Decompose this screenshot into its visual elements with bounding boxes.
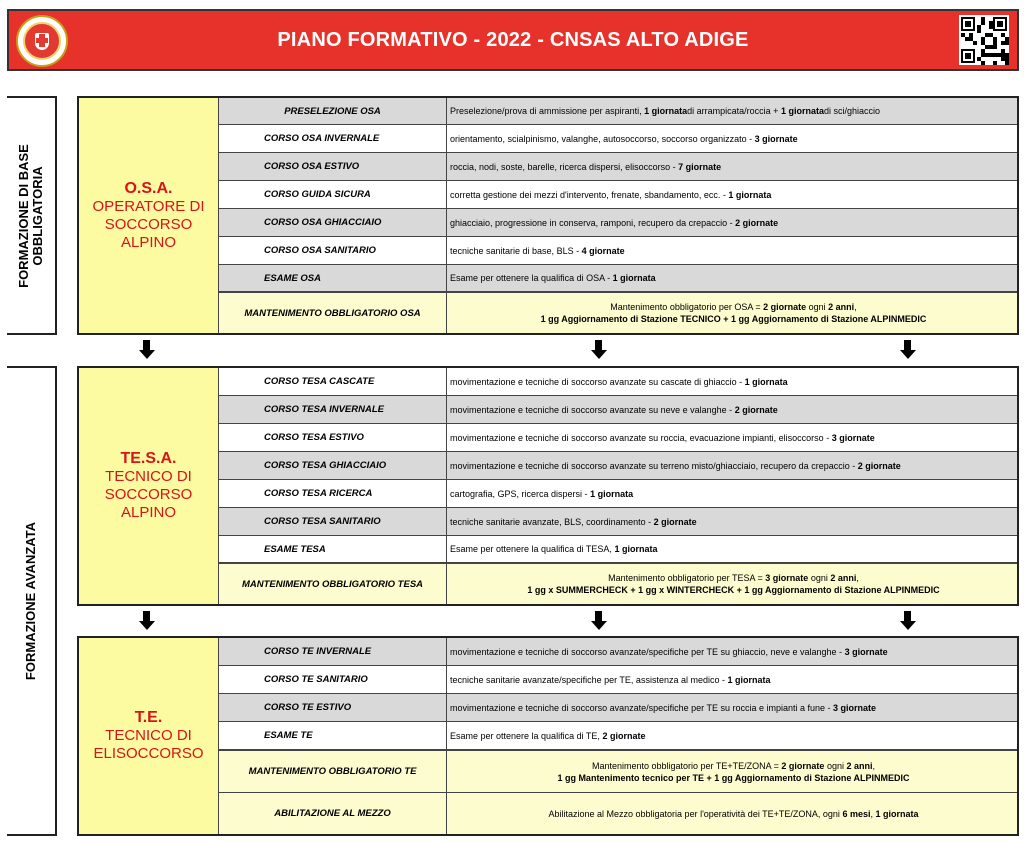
osa-name-line2: SOCCORSO [104,215,193,233]
course-name: CORSO OSA GHIACCIAIO [259,209,447,236]
course-desc: ghiacciaio, progressione in conserva, ramponi, recupero da crepaccio - 2 giornate [450,217,779,228]
table-row-osa-invernale [219,125,1017,153]
te-abbr: T.E. [134,709,163,726]
qr-code-icon[interactable] [959,15,1009,65]
table-row-tesa-invernale [219,396,1017,424]
course-desc: Esame per ottenere la qualifica di TE, 2 giornate [450,730,646,741]
table-row-tesa-estivo [219,424,1017,452]
table-row-tesa-ricerca [219,480,1017,508]
course-name: CORSO OSA ESTIVO [259,153,447,180]
page-title: PIANO FORMATIVO - 2022 - CNSAS ALTO ADIGE [277,29,749,51]
table-row-osa-estivo [219,153,1017,181]
table-row-tesa-ghiacciaio [219,452,1017,480]
course-desc: cartografia, GPS, ricerca dispersi - 1 giornata [450,488,634,499]
course-name: CORSO OSA SANITARIO [259,237,447,264]
table-row-te-invernale [219,638,1017,666]
course-desc: corretta gestione dei mezzi d'intervento, frenate, sbandamento, ecc. - 1 giornata [450,189,772,200]
tesa-name-line1: TECNICO DI [105,468,192,485]
table-row-abilitazione-mezzo [219,793,1017,834]
table-row-te-estivo [219,694,1017,722]
course-desc: Mantenimento obbligatorio per TE+TE/ZONA = 2 giornate ogni 2 anni, 1 gg Mantenimento tecnico per TE + 1 gg Aggiornamento di Stazione ALPINMEDIC [557,760,910,783]
course-name: PRESELEZIONE OSA [219,98,447,124]
tesa-name-line2: SOCCORSO [104,486,193,503]
course-name: CORSO TESA CASCATE [259,368,447,395]
side-label-base-line2: OBBLIGATORIA [30,165,45,266]
table-row-guida-sicura [219,181,1017,209]
side-label-base-line1: FORMAZIONE DI BASE [16,143,31,288]
tesa-block [77,366,1019,606]
course-name: MANTENIMENTO OBBLIGATORIO TE [219,751,447,792]
table-row-tesa-sanitario [219,508,1017,536]
te-block [77,636,1019,836]
tesa-abbr: TE.S.A. [120,450,177,467]
course-name: CORSO TE INVERNALE [259,638,447,665]
table-row-osa-ghiacciaio [219,209,1017,237]
arrow-down-icon [591,611,607,631]
table-row-mantenimento-osa [219,292,1017,333]
course-name: CORSO TE ESTIVO [259,694,447,721]
te-name-line2: ELISOCCORSO [93,745,204,762]
course-desc: Esame per ottenere la qualifica di TESA, 1 giornata [450,544,658,554]
course-name: CORSO TESA INVERNALE [259,396,447,423]
course-desc: Mantenimento obbligatorio per OSA = 2 giornate ogni 2 anni, 1 gg Aggiornamento di Stazione TECNICO + 1 gg Aggiornamento di Stazione ALPINMEDIC [540,302,927,324]
course-desc: tecniche sanitarie di base, BLS - 4 giornate [450,245,625,256]
side-label-avanzata-text: FORMAZIONE AVANZATA [23,521,38,681]
arrow-down-icon [139,611,155,631]
course-name: CORSO TESA ESTIVO [259,424,447,451]
course-desc: movimentazione e tecniche di soccorso avanzate su roccia, evacuazione impianti, elisoccorso - 3 giornate [450,432,875,443]
table-row-esame-tesa [219,536,1017,563]
course-name: CORSO OSA INVERNALE [259,125,447,152]
tesa-category [79,368,219,604]
course-desc: roccia, nodi, soste, barelle, ricerca dispersi, elisoccorso - 7 giornate [450,161,722,172]
course-desc: movimentazione e tecniche di soccorso avanzate su terreno misto/ghiacciaio, recupero da crepaccio - 2 giornate [450,460,901,471]
course-desc: tecniche sanitarie avanzate/specifiche per TE, assistenza al medico - 1 giornata [450,674,771,685]
course-name: CORSO TESA SANITARIO [259,508,447,535]
table-row-esame-osa [219,265,1017,292]
course-name: CORSO TESA RICERCA [259,480,447,507]
header-banner [7,9,1019,71]
table-row-mantenimento-tesa [219,563,1017,604]
course-desc: movimentazione e tecniche di soccorso avanzate/specifiche per TE su roccia e impianti a fune - 3 giornate [450,702,877,713]
arrow-down-icon [900,611,916,631]
table-row-osa-sanitario [219,237,1017,265]
arrow-down-icon [591,340,607,360]
table-row-mantenimento-te [219,750,1017,793]
course-name: CORSO GUIDA SICURA [259,181,447,208]
arrow-down-icon [900,340,916,360]
course-name: CORSO TESA GHIACCIAIO [259,452,447,479]
course-desc: Mantenimento obbligatorio per TESA = 3 giornate ogni 2 anni, 1 gg x SUMMERCHECK + 1 gg x WINTERCHECK + 1 gg Aggiornamento di Stazione ALPINMEDIC [527,573,940,595]
course-desc: orientamento, scialpinismo, valanghe, autosoccorso, soccorso organizzato - 3 giornate [450,133,798,144]
course-name: MANTENIMENTO OBBLIGATORIO OSA [219,293,447,333]
osa-name-line1: OPERATORE DI [92,197,205,215]
course-desc: tecniche sanitarie avanzate, BLS, coordinamento - 2 giornate [450,516,697,527]
course-name: ABILITAZIONE AL MEZZO [219,793,447,834]
osa-block [77,96,1019,335]
course-desc: movimentazione e tecniche di soccorso avanzate/specifiche per TE su ghiaccio, neve e valanghe - 3 giornate [450,646,888,657]
course-desc: movimentazione e tecniche di soccorso avanzate su neve e valanghe - 2 giornate [450,404,778,415]
table-row-esame-te [219,722,1017,750]
tesa-name-line3: ALPINO [120,504,177,521]
te-name-line1: TECNICO DI [105,727,192,744]
osa-abbr: O.S.A. [124,179,173,197]
course-desc: Esame per ottenere la qualifica di OSA - 1 giornata [450,273,656,283]
side-label-formazione-avanzata [7,366,57,836]
table-row-te-sanitario [219,666,1017,694]
table-row-tesa-cascate [219,368,1017,396]
course-name: ESAME TE [259,722,447,749]
osa-category [79,98,219,333]
arrow-down-icon [139,340,155,360]
side-label-formazione-base [7,96,57,335]
course-desc: Preselezione/prova di ammissione per aspiranti, 1 giornata di arrampicata/roccia + 1 giornata di sci/ghiaccio [450,106,880,116]
course-name: ESAME OSA [259,265,447,291]
osa-name-line3: ALPINO [120,233,177,251]
course-name: MANTENIMENTO OBBLIGATORIO TESA [219,564,447,604]
course-name: CORSO TE SANITARIO [259,666,447,693]
course-desc: movimentazione e tecniche di soccorso avanzate su cascate di ghiaccio - 1 giornata [450,376,788,387]
table-row-preselezione-osa [219,98,1017,125]
te-category [79,638,219,834]
course-name: ESAME TESA [259,536,447,562]
course-desc: Abilitazione al Mezzo obbligatoria per l'operatività dei TE+TE/ZONA, ogni 6 mesi, 1 giornata [548,808,919,819]
